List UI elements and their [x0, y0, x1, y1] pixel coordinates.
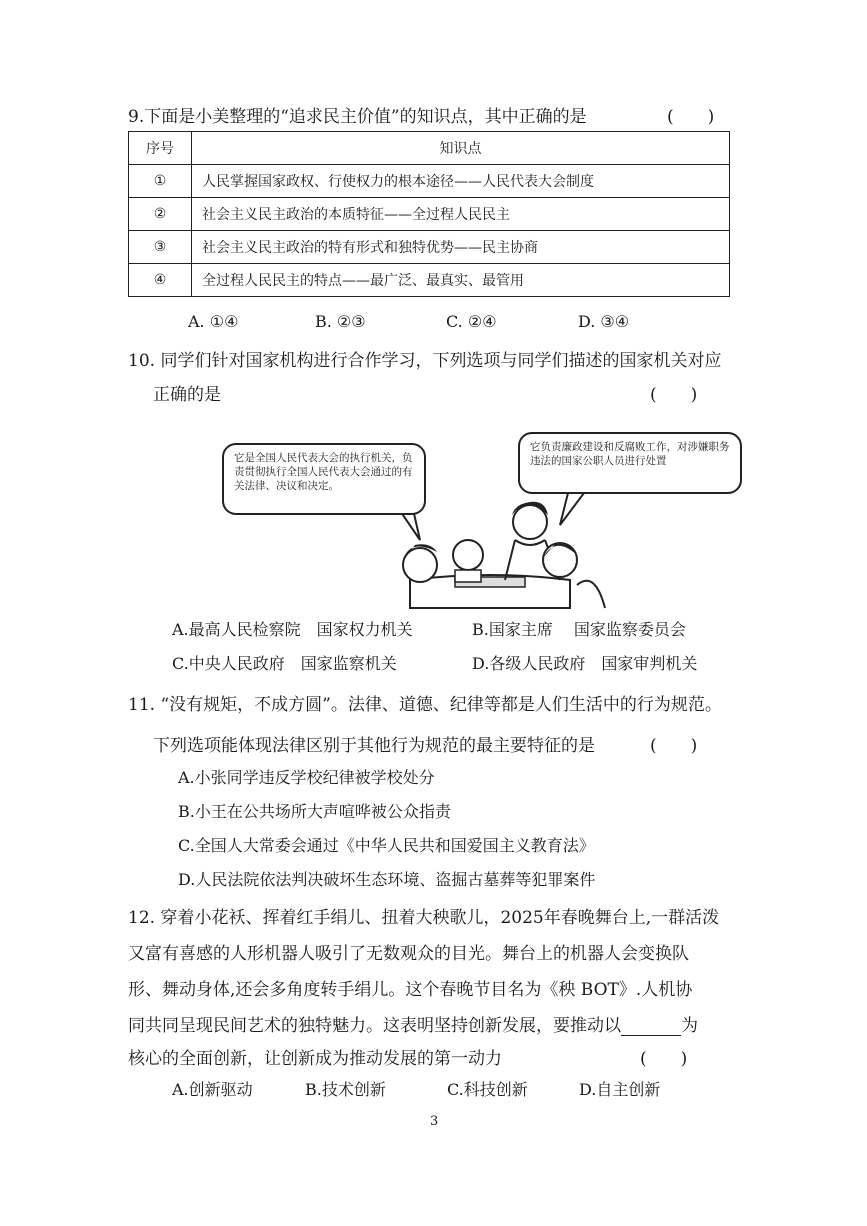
row-number: ① [129, 165, 192, 198]
q11-stem-line2: 下列选项能体现法律区别于其他行为规范的最主要特征的是 [153, 736, 595, 756]
q9-answer-paren: ( ) [667, 107, 715, 127]
q12-line4 [128, 1011, 698, 1036]
table-header-knowledge: 知识点 [192, 132, 730, 165]
q12-option-c: C.科技创新 [447, 1080, 528, 1099]
student-right [543, 543, 577, 577]
q12-option-d: D.自主创新 [579, 1080, 661, 1099]
q10-option-b: B.国家主席 国家监察委员会 [472, 620, 686, 639]
q12-line5: 核心的全面创新，让创新成为推动发展的第一动力 [128, 1049, 502, 1069]
row-text: 社会主义民主政治的本质特征——全过程人民民主 [192, 198, 730, 231]
speech-bubble-right: 它负责廉政建设和反腐败工作，对涉嫌职务违法的国家公职人员进行处置 [518, 432, 742, 494]
teacher [513, 505, 547, 539]
q12-answer-paren: ( ) [640, 1049, 688, 1069]
q10-option-d: D.各级人民政府 国家审判机关 [472, 654, 698, 673]
row-number: ④ [129, 264, 192, 297]
speech-bubble-left: 它是全国人民代表大会的执行机关，负责贯彻执行全国人民代表大会通过的有关法律、决议和决定。 [222, 443, 426, 515]
q10-stem-line1: 10. 同学们针对国家机构进行合作学习，下列选项与同学们描述的国家机关对应 [128, 351, 722, 371]
row-text: 社会主义民主政治的特有形式和独特优势——民主协商 [192, 231, 730, 264]
q10-stem-line2: 正确的是 [153, 385, 221, 405]
table-header-row [129, 132, 730, 165]
knowledge-table [128, 131, 730, 297]
q9-option-d: D. ③④ [578, 312, 630, 331]
table-row [129, 264, 730, 297]
row-number: ② [129, 198, 192, 231]
q9-option-a: A. ①④ [188, 312, 239, 331]
q9-stem: 9.下面是小美整理的“追求民主价值”的知识点，其中正确的是 [128, 107, 587, 127]
q12-line3: 形、舞动身体,还会多角度转手绢儿。这个春晚节目名为《秧 BOT》.人机协 [128, 980, 693, 1000]
q10-option-c: C.中央人民政府 国家监察机关 [172, 654, 397, 673]
q12-option-b: B.技术创新 [305, 1080, 386, 1099]
q11-answer-paren: ( ) [650, 736, 698, 756]
table-row [129, 198, 730, 231]
page-number: 3 [430, 1114, 439, 1129]
row-number: ③ [129, 231, 192, 264]
student-middle [453, 540, 483, 570]
table-header-number: 序号 [129, 132, 192, 165]
row-text: 人民掌握国家政权、行使权力的根本途径——人民代表大会制度 [192, 165, 730, 198]
q9-option-c: C. ②④ [446, 312, 497, 331]
q11-option-d: D.人民法院依法判决破坏生态环境、盗掘古墓葬等犯罪案件 [178, 870, 596, 889]
chair-drawing [577, 581, 605, 608]
q12-line4-pre: 同共同呈现民间艺术的独特魅力。这表明坚持创新发展，要推动以 [128, 1016, 621, 1036]
table-row [129, 231, 730, 264]
table-row [129, 165, 730, 198]
q11-option-a: A.小张同学违反学校纪律被学校处分 [178, 768, 435, 787]
q11-option-c: C.全国人大常委会通过《中华人民共和国爱国主义教育法》 [178, 836, 595, 855]
q10-option-a: A.最高人民检察院 国家权力机关 [172, 620, 413, 639]
q12-line1: 12. 穿着小花袄、挥着红手绢儿、扭着大秧歌儿，2025年春晚舞台上,一群活泼 [128, 908, 720, 928]
q9-option-b: B. ②③ [315, 312, 366, 331]
q12-option-a: A.创新驱动 [172, 1080, 253, 1099]
q12-line4-post: 为 [681, 1016, 698, 1036]
q11-option-b: B.小王在公共场所大声喧哗被公众指责 [178, 802, 451, 821]
answer-blank [621, 1019, 681, 1036]
student-middle-body [455, 570, 481, 582]
q12-line2: 又富有喜感的人形机器人吸引了无数观众的目光。舞台上的机器人会变换队 [128, 944, 689, 964]
row-text: 全过程人民民主的特点——最广泛、最真实、最管用 [192, 264, 730, 297]
q10-answer-paren: ( ) [650, 385, 698, 405]
q11-stem-line1: 11. “没有规矩，不成方圆”。法律、道德、纪律等都是人们生活中的行为规范。 [128, 695, 722, 715]
